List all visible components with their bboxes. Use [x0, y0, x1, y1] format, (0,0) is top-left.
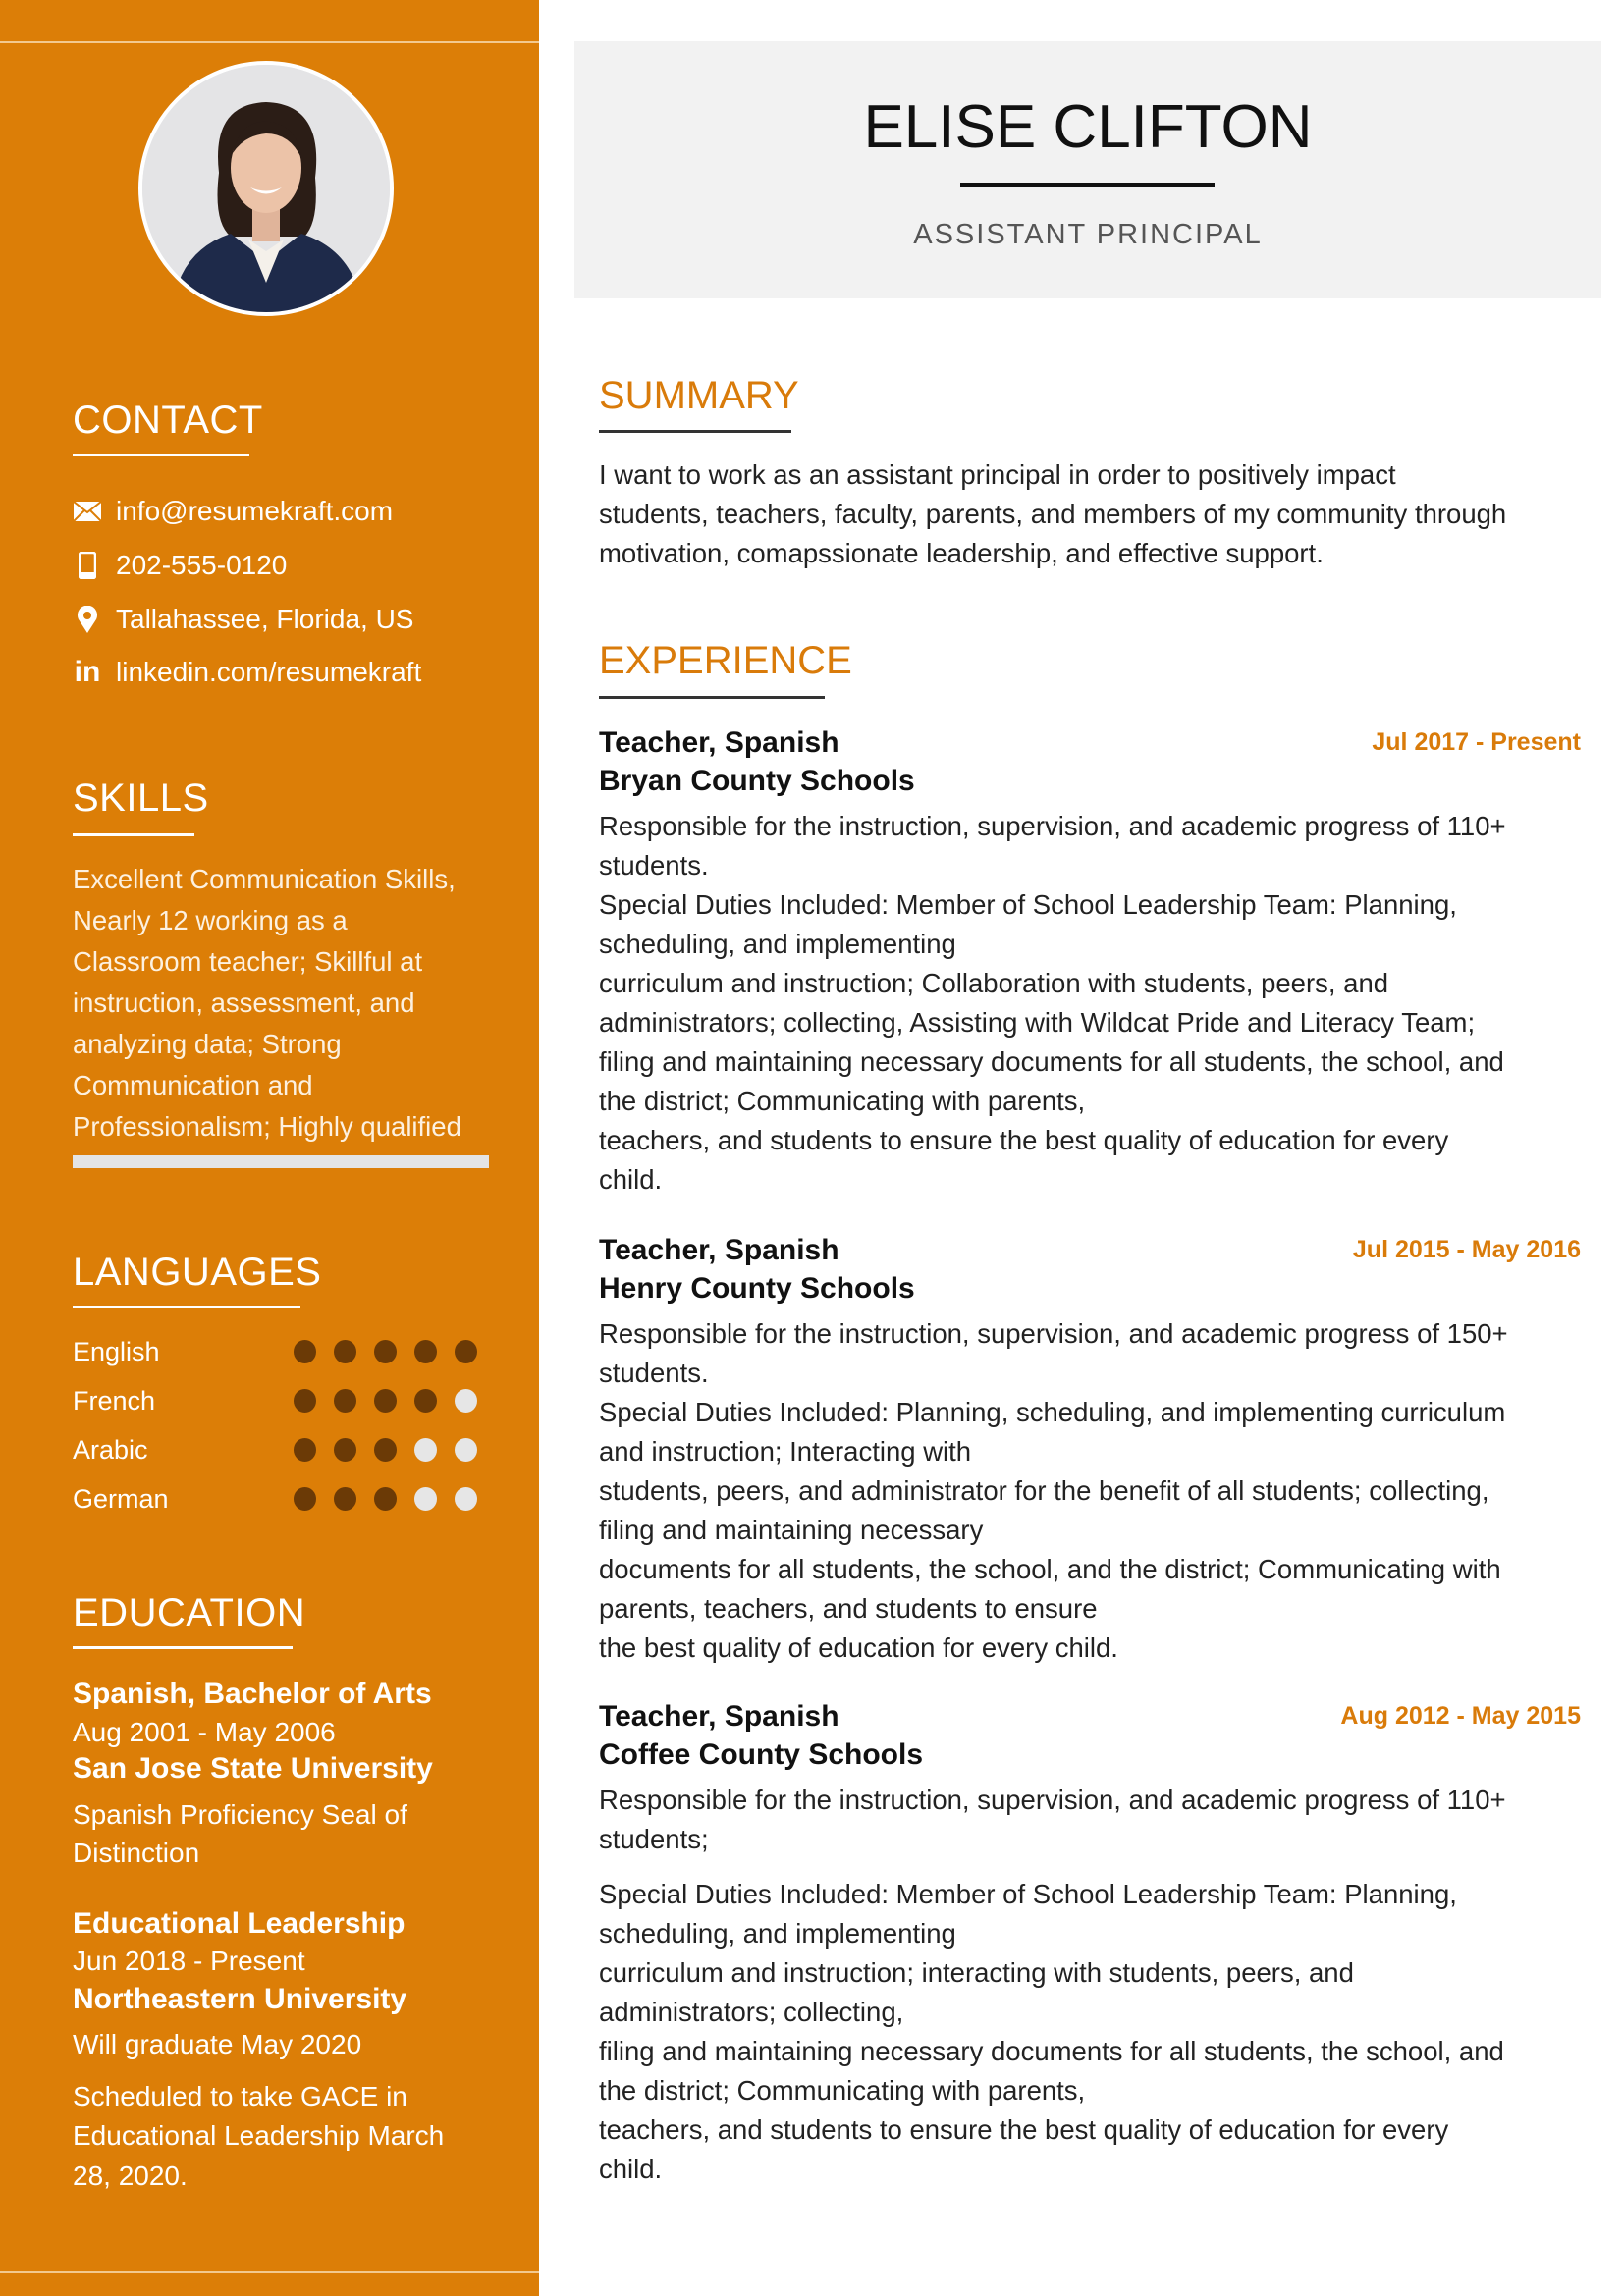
rating-dot-filled — [455, 1340, 477, 1363]
rating-dot-empty — [455, 1487, 477, 1511]
rating-dot-filled — [374, 1389, 397, 1413]
description-line: parents, teachers, and students to ensure — [599, 1593, 1098, 1624]
job-title: ASSISTANT PRINCIPAL — [913, 219, 1263, 250]
phone-icon — [73, 551, 102, 580]
description-line: students, peers, and administrator for the benefit of all students; collecting, — [599, 1475, 1489, 1506]
summary-text: I want to work as an assistant principal in order to positively impact students, teachers, faculty, parents, and members of my community through motivation, comapssionate leadership, and effective support. — [599, 459, 1507, 568]
contact-location-text: Tallahassee, Florida, US — [116, 604, 414, 634]
rating-dot-empty — [414, 1438, 437, 1462]
job-description — [599, 807, 1581, 1200]
rating-dot-filled — [334, 1340, 356, 1363]
rating-dot-empty — [455, 1389, 477, 1413]
language-row — [73, 1381, 495, 1420]
summary-heading: SUMMARY — [599, 374, 799, 417]
heading-underline — [73, 454, 249, 456]
rating-dot-filled — [294, 1389, 316, 1413]
contact-phone — [73, 546, 287, 585]
description-line: filing and maintaining necessary — [599, 1515, 984, 1545]
divider — [0, 41, 539, 43]
contact-linkedin[interactable] — [73, 653, 421, 692]
edu-degree: Educational Leadership — [73, 1907, 406, 1940]
linkedin-icon: in — [74, 656, 101, 688]
education-heading: EDUCATION — [73, 1591, 306, 1634]
rating-dot-filled — [334, 1487, 356, 1511]
profile-photo — [138, 61, 394, 316]
skills-text: Excellent Communication Skills, Nearly 12 working as a Classroom teacher; Skillful at instruction, assessment, and analyzing data; Strong Communication and Professionalism; Highly qualified — [73, 864, 461, 1142]
description-line: the best quality of education for every child. — [599, 1632, 1118, 1663]
language-name: Arabic — [73, 1434, 148, 1465]
rating-dot-filled — [294, 1487, 316, 1511]
rating-dot-filled — [414, 1389, 437, 1413]
description-line: Special Duties Included: Planning, scheduling, and implementing curriculum — [599, 1397, 1506, 1427]
rating-dot-filled — [374, 1340, 397, 1363]
description-line: Special Duties Included: Member of School Leadership Team: Planning, — [599, 889, 1457, 920]
heading-underline — [73, 1646, 293, 1649]
job-company: Coffee County Schools — [599, 1738, 924, 1771]
envelope-icon — [73, 497, 102, 526]
description-line: curriculum and instruction; interacting with students, peers, and — [599, 1957, 1354, 1988]
edu-school: San Jose State University — [73, 1752, 433, 1785]
edu-note: Scheduled to take GACE in — [73, 2081, 407, 2111]
language-name: German — [73, 1483, 169, 1514]
language-name: English — [73, 1336, 160, 1366]
contact-email-text: info@resumekraft.com — [116, 496, 394, 526]
description-line: child. — [599, 2154, 663, 2184]
rating-dot-empty — [455, 1438, 477, 1462]
rating-dot-filled — [334, 1438, 356, 1462]
rating-dot-filled — [414, 1340, 437, 1363]
edu-note: Spanish Proficiency Seal of — [73, 1799, 407, 1830]
candidate-name: ELISE CLIFTON — [863, 93, 1313, 161]
rating-dot-filled — [294, 1438, 316, 1462]
language-name: French — [73, 1385, 156, 1415]
job-title: Teacher, Spanish — [599, 1234, 839, 1266]
description-line: scheduling, and implementing — [599, 929, 956, 959]
description-line: Responsible for the instruction, supervision, and academic progress of 110+ — [599, 1785, 1506, 1815]
skills-heading: SKILLS — [73, 776, 209, 820]
description-line: filing and maintaining necessary documents for all students, the school, and — [599, 2036, 1504, 2066]
job-description — [599, 1781, 1581, 2189]
heading-underline — [73, 833, 194, 836]
edu-note: Educational Leadership March — [73, 2120, 445, 2151]
rating-dot-filled — [374, 1438, 397, 1462]
language-row — [73, 1332, 495, 1371]
experience-item — [599, 1231, 1581, 1668]
contact-location — [73, 600, 413, 639]
heading-underline — [73, 1306, 300, 1308]
rating-dot-filled — [294, 1340, 316, 1363]
job-dates: Jul 2017 - Present — [1372, 728, 1581, 756]
heading-underline — [599, 696, 825, 699]
description-line: Responsible for the instruction, supervision, and academic progress of 110+ — [599, 811, 1506, 841]
name-rule — [960, 183, 1215, 187]
description-line: the district; Communicating with parents, — [599, 2075, 1086, 2106]
description-line: Special Duties Included: Member of School Leadership Team: Planning, — [599, 1879, 1457, 1909]
description-line: administrators; collecting, Assisting with Wildcat Pride and Literacy Team; — [599, 1007, 1476, 1038]
job-description — [599, 1314, 1581, 1668]
description-line: scheduling, and implementing — [599, 1918, 956, 1949]
description-line: documents for all students, the school, and the district; Communicating with — [599, 1554, 1501, 1584]
description-line: the district; Communicating with parents, — [599, 1086, 1086, 1116]
experience-item — [599, 1697, 1581, 2189]
skills-bar — [73, 1155, 489, 1168]
contact-heading: CONTACT — [73, 399, 263, 442]
contact-linkedin-text: linkedin.com/resumekraft — [116, 657, 422, 687]
job-title: Teacher, Spanish — [599, 1700, 839, 1733]
experience-heading: EXPERIENCE — [599, 639, 852, 682]
heading-underline — [599, 430, 791, 433]
contact-email[interactable] — [73, 492, 393, 531]
sidebar — [0, 0, 539, 2296]
description-line: students. — [599, 850, 709, 881]
location-pin-icon — [73, 605, 102, 634]
edu-dates: Aug 2001 - May 2006 — [73, 1717, 336, 1747]
rating-dot-empty — [414, 1487, 437, 1511]
description-line: students. — [599, 1358, 709, 1388]
edu-dates: Jun 2018 - Present — [73, 1946, 305, 1976]
edu-school: Northeastern University — [73, 1983, 407, 2015]
contact-phone-text: 202-555-0120 — [116, 550, 288, 580]
description-line: curriculum and instruction; Collaboration with students, peers, and — [599, 968, 1389, 998]
job-dates: Aug 2012 - May 2015 — [1340, 1702, 1581, 1730]
language-row — [73, 1479, 495, 1519]
edu-note: Will graduate May 2020 — [73, 2029, 362, 2059]
description-line: child. — [599, 1164, 663, 1195]
experience-item — [599, 723, 1581, 1200]
description-line: filing and maintaining necessary documents for all students, the school, and — [599, 1046, 1504, 1077]
divider — [0, 2271, 539, 2273]
description-line: teachers, and students to ensure the best quality of education for every — [599, 2114, 1449, 2145]
description-line: Responsible for the instruction, supervision, and academic progress of 150+ — [599, 1318, 1508, 1349]
language-row — [73, 1430, 495, 1469]
header-box — [574, 41, 1601, 298]
rating-dot-filled — [374, 1487, 397, 1511]
languages-heading: LANGUAGES — [73, 1251, 322, 1294]
description-line: students; — [599, 1824, 709, 1854]
job-company: Henry County Schools — [599, 1272, 915, 1305]
description-line: teachers, and students to ensure the best quality of education for every — [599, 1125, 1449, 1155]
description-line: and instruction; Interacting with — [599, 1436, 972, 1467]
rating-dot-filled — [334, 1389, 356, 1413]
job-dates: Jul 2015 - May 2016 — [1352, 1236, 1581, 1263]
edu-degree: Spanish, Bachelor of Arts — [73, 1678, 432, 1710]
job-company: Bryan County Schools — [599, 765, 915, 797]
edu-note: Distinction — [73, 1838, 200, 1868]
edu-note: 28, 2020. — [73, 2161, 188, 2191]
job-title: Teacher, Spanish — [599, 726, 839, 759]
description-line: administrators; collecting, — [599, 1997, 904, 2027]
